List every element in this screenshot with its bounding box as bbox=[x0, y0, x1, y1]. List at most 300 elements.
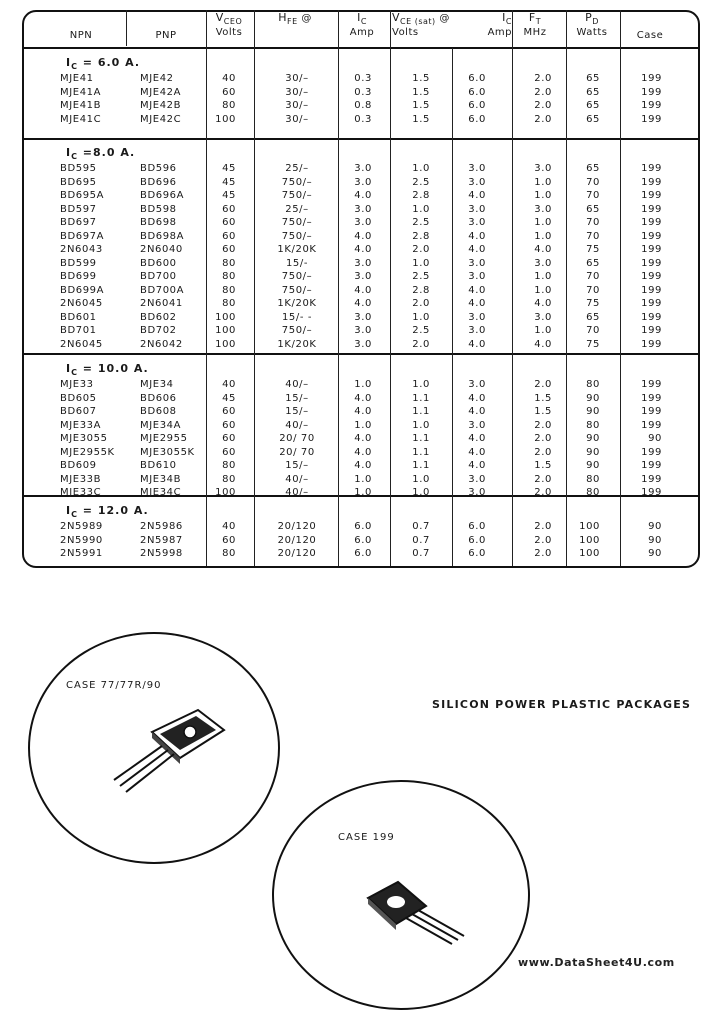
table-cell: 4.0 bbox=[468, 460, 486, 471]
table-cell: 1K/20K bbox=[277, 298, 317, 309]
table-cell: 60 bbox=[222, 406, 236, 417]
table-cell: 199 bbox=[641, 163, 662, 174]
table-cell: 80 bbox=[586, 379, 600, 390]
table-cell: 4.0 bbox=[468, 244, 486, 255]
table-cell: MJE34B bbox=[140, 473, 182, 485]
table-cell: BD700A bbox=[140, 284, 185, 296]
table-cell: 2.8 bbox=[412, 190, 430, 201]
table-cell: 1K/20K bbox=[277, 338, 317, 350]
table-cell: 60 bbox=[222, 446, 236, 458]
table-cell: 1.0 bbox=[412, 473, 430, 485]
table-cell: BD596 bbox=[140, 163, 177, 174]
group-divider-2 bbox=[22, 353, 698, 355]
table-cell: 2N6045 bbox=[60, 338, 103, 350]
table-cell: 20/ 70 bbox=[279, 433, 315, 444]
table-row bbox=[22, 176, 698, 189]
table-cell: 4.0 bbox=[354, 244, 372, 255]
table-row bbox=[22, 311, 698, 324]
table-cell: MJE42C bbox=[140, 113, 182, 125]
table-cell: 1.0 bbox=[534, 284, 552, 296]
table-cell: 4.0 bbox=[354, 460, 372, 471]
table-row bbox=[22, 216, 698, 229]
table-cell: 6.0 bbox=[468, 113, 486, 125]
table-cell: 65 bbox=[586, 86, 600, 98]
table-cell: 199 bbox=[641, 473, 662, 485]
header-pd: $P_D$ Watts bbox=[576, 11, 608, 38]
table-cell: 15/- bbox=[285, 257, 309, 269]
table-cell: 4.0 bbox=[354, 190, 372, 201]
table-cell: 2.5 bbox=[412, 217, 430, 228]
table-cell: 199 bbox=[641, 190, 662, 201]
table-cell: 1.0 bbox=[412, 257, 430, 269]
case-199-label: CASE 199 bbox=[338, 832, 395, 843]
table-cell: 2.0 bbox=[534, 487, 552, 498]
table-cell: BD605 bbox=[60, 392, 97, 404]
table-cell: MJE41C bbox=[60, 113, 102, 125]
table-cell: 6.0 bbox=[354, 521, 372, 532]
table-cell: 1.1 bbox=[412, 433, 430, 444]
table-cell: 3.0 bbox=[468, 311, 486, 323]
table-cell: 2N5998 bbox=[140, 548, 183, 559]
table-cell: 6.0 bbox=[468, 548, 486, 559]
table-cell: 1.0 bbox=[412, 487, 430, 498]
table-cell: 65 bbox=[586, 100, 600, 111]
table-row bbox=[22, 520, 698, 533]
table-cell: 60 bbox=[222, 244, 236, 255]
table-cell: 1.5 bbox=[412, 113, 430, 125]
table-cell: 199 bbox=[641, 298, 662, 309]
header-ic: $I_C$ Amp bbox=[349, 11, 375, 38]
table-cell: 2.0 bbox=[534, 521, 552, 532]
table-cell: 100 bbox=[579, 521, 600, 532]
table-cell: 0.7 bbox=[412, 534, 430, 546]
table-cell: 4.0 bbox=[354, 406, 372, 417]
table-cell: MJE33 bbox=[60, 379, 94, 390]
table-cell: 65 bbox=[586, 163, 600, 174]
case-77-label: CASE 77/77R/90 bbox=[66, 680, 162, 691]
table-cell: 2.0 bbox=[534, 433, 552, 444]
table-cell: 30/– bbox=[285, 113, 309, 125]
table-cell: BD601 bbox=[60, 311, 97, 323]
header-vceo: $V_{CEO}$ Volts bbox=[215, 11, 243, 38]
table-cell: 2.0 bbox=[534, 446, 552, 458]
table-cell: 15/– bbox=[285, 460, 309, 471]
table-cell: 2.5 bbox=[412, 176, 430, 188]
table-cell: 45 bbox=[222, 190, 236, 201]
table-row bbox=[22, 243, 698, 256]
table-cell: 1.0 bbox=[534, 325, 552, 336]
table-cell: 199 bbox=[641, 311, 662, 323]
table-cell: 0.3 bbox=[354, 86, 372, 98]
table-row bbox=[22, 405, 698, 418]
table-cell: 2.8 bbox=[412, 284, 430, 296]
table-cell: 3.0 bbox=[468, 163, 486, 174]
transistor-table bbox=[22, 10, 698, 566]
table-cell: 80 bbox=[222, 100, 236, 111]
table-cell: 1.1 bbox=[412, 460, 430, 471]
table-cell: 3.0 bbox=[354, 203, 372, 215]
group-title: $I_C =8.0$ A. bbox=[66, 146, 136, 162]
table-cell: 90 bbox=[648, 534, 662, 546]
table-cell: 4.0 bbox=[468, 392, 486, 404]
table-cell: 199 bbox=[641, 487, 662, 498]
table-cell: 199 bbox=[641, 100, 662, 111]
table-cell: 2.0 bbox=[534, 419, 552, 431]
table-cell: 4.0 bbox=[468, 446, 486, 458]
table-row bbox=[22, 270, 698, 283]
table-cell: 4.0 bbox=[468, 338, 486, 350]
table-cell: 1.5 bbox=[534, 392, 552, 404]
table-cell: 70 bbox=[586, 190, 600, 201]
table-cell: 2.0 bbox=[534, 73, 552, 84]
table-row bbox=[22, 432, 698, 445]
table-cell: 60 bbox=[222, 433, 236, 444]
table-cell: 4.0 bbox=[354, 433, 372, 444]
header-case: Case bbox=[636, 30, 664, 41]
table-cell: 80 bbox=[222, 257, 236, 269]
header-pnp: PNP bbox=[155, 30, 177, 41]
table-cell: 199 bbox=[641, 271, 662, 282]
table-cell: 70 bbox=[586, 217, 600, 228]
table-cell: 3.0 bbox=[468, 217, 486, 228]
table-cell: 1.0 bbox=[534, 271, 552, 282]
table-cell: 750/– bbox=[281, 176, 313, 188]
table-cell: 2N5989 bbox=[60, 521, 103, 532]
table-cell: 3.0 bbox=[354, 338, 372, 350]
table-cell: 199 bbox=[641, 217, 662, 228]
header-divider bbox=[22, 47, 698, 49]
table-cell: 1.5 bbox=[534, 406, 552, 417]
table-cell: MJE2955K bbox=[60, 446, 115, 458]
group-title: $I_C = 10.0$ A. bbox=[66, 362, 149, 378]
table-cell: 6.0 bbox=[468, 73, 486, 84]
table-cell: 90 bbox=[648, 521, 662, 532]
table-cell: BD702 bbox=[140, 325, 177, 336]
table-cell: 4.0 bbox=[468, 230, 486, 242]
table-cell: 70 bbox=[586, 176, 600, 188]
table-cell: 45 bbox=[222, 392, 236, 404]
table-cell: 1.0 bbox=[354, 419, 372, 431]
table-row bbox=[22, 419, 698, 432]
table-cell: 6.0 bbox=[468, 86, 486, 98]
table-cell: MJE33A bbox=[60, 419, 102, 431]
table-cell: 3.0 bbox=[468, 203, 486, 215]
table-cell: 65 bbox=[586, 257, 600, 269]
table-cell: 6.0 bbox=[468, 534, 486, 546]
table-cell: 199 bbox=[641, 73, 662, 84]
table-cell: 2.0 bbox=[534, 473, 552, 485]
table-cell: 15/– bbox=[285, 392, 309, 404]
table-cell: BD607 bbox=[60, 406, 97, 417]
table-cell: 4.0 bbox=[534, 298, 552, 309]
table-cell: 750/– bbox=[281, 230, 313, 242]
table-cell: 65 bbox=[586, 203, 600, 215]
table-cell: 45 bbox=[222, 176, 236, 188]
table-cell: 199 bbox=[641, 284, 662, 296]
table-cell: 4.0 bbox=[354, 446, 372, 458]
header-vce-sat: $V_{CE (sat)}$ @ Volts bbox=[392, 11, 450, 38]
table-cell: 4.0 bbox=[534, 338, 552, 350]
table-cell: 2.0 bbox=[412, 338, 430, 350]
table-cell: 1.0 bbox=[534, 176, 552, 188]
table-cell: 2.5 bbox=[412, 325, 430, 336]
table-cell: 80 bbox=[222, 284, 236, 296]
table-cell: BD696A bbox=[140, 190, 185, 201]
table-cell: 199 bbox=[641, 338, 662, 350]
table-cell: 3.0 bbox=[354, 325, 372, 336]
table-cell: 199 bbox=[641, 113, 662, 125]
table-cell: 2.0 bbox=[534, 113, 552, 125]
table-row bbox=[22, 392, 698, 405]
table-cell: 4.0 bbox=[354, 284, 372, 296]
table-cell: 100 bbox=[215, 113, 236, 125]
table-cell: 750/– bbox=[281, 271, 313, 282]
table-row bbox=[22, 324, 698, 337]
table-cell: 3.0 bbox=[354, 271, 372, 282]
table-cell: 199 bbox=[641, 244, 662, 255]
table-cell: BD602 bbox=[140, 311, 177, 323]
table-cell: 4.0 bbox=[468, 406, 486, 417]
table-cell: 0.7 bbox=[412, 548, 430, 559]
table-cell: 3.0 bbox=[468, 379, 486, 390]
table-cell: 2N5986 bbox=[140, 521, 183, 532]
table-cell: BD599 bbox=[60, 257, 97, 269]
table-cell: 4.0 bbox=[468, 284, 486, 296]
table-cell: 199 bbox=[641, 460, 662, 471]
table-cell: 3.0 bbox=[468, 257, 486, 269]
table-cell: 750/– bbox=[281, 284, 313, 296]
table-cell: 199 bbox=[641, 257, 662, 269]
table-cell: 2.0 bbox=[534, 379, 552, 390]
table-cell: BD697 bbox=[60, 217, 97, 228]
table-cell: 2.0 bbox=[412, 298, 430, 309]
table-cell: 40/– bbox=[285, 487, 309, 498]
table-cell: 90 bbox=[586, 460, 600, 471]
table-cell: BD698 bbox=[140, 217, 177, 228]
table-row bbox=[22, 446, 698, 459]
table-cell: 3.0 bbox=[468, 176, 486, 188]
table-cell: 25/– bbox=[285, 163, 309, 174]
table-cell: 6.0 bbox=[468, 521, 486, 532]
table-cell: MJE3055K bbox=[140, 446, 195, 458]
table-row bbox=[22, 284, 698, 297]
table-cell: 20/ 70 bbox=[279, 446, 315, 458]
table-cell: 750/– bbox=[281, 190, 313, 201]
table-cell: 90 bbox=[586, 433, 600, 444]
table-cell: MJE42B bbox=[140, 100, 182, 111]
table-cell: 4.0 bbox=[468, 298, 486, 309]
table-cell: BD598 bbox=[140, 203, 177, 215]
table-cell: 30/– bbox=[285, 100, 309, 111]
table-cell: BD610 bbox=[140, 460, 177, 471]
table-cell: 1.0 bbox=[354, 379, 372, 390]
table-cell: MJE41A bbox=[60, 86, 102, 98]
to-126-package-icon bbox=[100, 706, 230, 798]
table-cell: 2.8 bbox=[412, 230, 430, 242]
table-cell: 2N6041 bbox=[140, 298, 183, 309]
table-cell: BD609 bbox=[60, 460, 97, 471]
table-cell: BD597 bbox=[60, 203, 97, 215]
table-cell: 1.0 bbox=[412, 203, 430, 215]
table-cell: 199 bbox=[641, 446, 662, 458]
table-cell: 70 bbox=[586, 230, 600, 242]
table-cell: 1.5 bbox=[412, 100, 430, 111]
table-cell: 80 bbox=[586, 487, 600, 498]
table-cell: MJE34A bbox=[140, 419, 182, 431]
table-cell: 199 bbox=[641, 86, 662, 98]
table-cell: BD698A bbox=[140, 230, 185, 242]
table-row bbox=[22, 257, 698, 270]
table-cell: 60 bbox=[222, 217, 236, 228]
table-cell: 60 bbox=[222, 203, 236, 215]
table-cell: 40 bbox=[222, 379, 236, 390]
group-title: $I_C = 12.0$ A. bbox=[66, 504, 149, 520]
table-cell: 45 bbox=[222, 163, 236, 174]
table-row bbox=[22, 203, 698, 216]
col-sep bbox=[126, 10, 127, 46]
table-cell: 1.0 bbox=[412, 379, 430, 390]
table-cell: 0.7 bbox=[412, 521, 430, 532]
table-cell: 2N6040 bbox=[140, 244, 183, 255]
table-cell: 40/– bbox=[285, 379, 309, 390]
table-cell: 1.0 bbox=[354, 473, 372, 485]
table-cell: 6.0 bbox=[354, 548, 372, 559]
watermark-url: www.DataSheet4U.com bbox=[518, 956, 675, 969]
table-cell: 100 bbox=[215, 311, 236, 323]
table-cell: BD695A bbox=[60, 190, 105, 201]
header-hfe: $H_{FE}$ @ bbox=[278, 11, 312, 26]
table-cell: 3.0 bbox=[354, 217, 372, 228]
table-row bbox=[22, 459, 698, 472]
table-cell: 750/– bbox=[281, 217, 313, 228]
table-cell: 70 bbox=[586, 325, 600, 336]
table-cell: BD695 bbox=[60, 176, 97, 188]
table-cell: 20/120 bbox=[277, 534, 317, 546]
table-row bbox=[22, 547, 698, 560]
table-cell: 2.0 bbox=[412, 244, 430, 255]
table-row bbox=[22, 162, 698, 175]
table-cell: 80 bbox=[222, 548, 236, 559]
table-cell: 100 bbox=[579, 548, 600, 559]
table-cell: 4.0 bbox=[534, 244, 552, 255]
table-cell: 3.0 bbox=[534, 163, 552, 174]
table-cell: MJE3055 bbox=[60, 433, 108, 444]
table-cell: 80 bbox=[222, 473, 236, 485]
table-cell: BD700 bbox=[140, 271, 177, 282]
table-cell: 60 bbox=[222, 419, 236, 431]
table-row bbox=[22, 297, 698, 310]
table-cell: MJE33B bbox=[60, 473, 102, 485]
table-cell: 40 bbox=[222, 521, 236, 532]
table-cell: 199 bbox=[641, 419, 662, 431]
table-cell: 3.0 bbox=[354, 311, 372, 323]
header-ft: $F_T$ MHz bbox=[523, 11, 547, 38]
table-cell: 199 bbox=[641, 176, 662, 188]
table-cell: 1.1 bbox=[412, 406, 430, 417]
table-cell: BD699 bbox=[60, 271, 97, 282]
table-cell: 3.0 bbox=[354, 163, 372, 174]
table-cell: 4.0 bbox=[354, 298, 372, 309]
table-cell: 3.0 bbox=[468, 473, 486, 485]
table-cell: 0.8 bbox=[354, 100, 372, 111]
table-cell: 199 bbox=[641, 230, 662, 242]
table-cell: 90 bbox=[648, 548, 662, 559]
table-cell: BD595 bbox=[60, 163, 97, 174]
table-cell: 1.5 bbox=[412, 86, 430, 98]
table-cell: 4.0 bbox=[468, 433, 486, 444]
table-cell: 4.0 bbox=[354, 230, 372, 242]
table-cell: 4.0 bbox=[354, 392, 372, 404]
header-ic2: $I_C$ Amp bbox=[487, 11, 512, 38]
table-cell: 3.0 bbox=[468, 419, 486, 431]
table-cell: 1.0 bbox=[412, 419, 430, 431]
table-cell: MJE34C bbox=[140, 487, 182, 498]
table-cell: 2.0 bbox=[534, 548, 552, 559]
table-cell: 0.3 bbox=[354, 113, 372, 125]
table-cell: 40/– bbox=[285, 419, 309, 431]
table-cell: 2N6042 bbox=[140, 338, 183, 350]
table-cell: 2.0 bbox=[534, 100, 552, 111]
table-cell: 40 bbox=[222, 73, 236, 84]
table-cell: 2N6045 bbox=[60, 298, 103, 309]
table-cell: 15/- - bbox=[281, 311, 313, 323]
table-cell: 80 bbox=[586, 473, 600, 485]
table-cell: 80 bbox=[222, 298, 236, 309]
table-cell: 60 bbox=[222, 534, 236, 546]
table-cell: 6.0 bbox=[468, 100, 486, 111]
table-cell: 4.0 bbox=[468, 190, 486, 201]
table-header bbox=[22, 10, 698, 48]
header-npn: NPN bbox=[69, 30, 93, 41]
table-cell: 30/– bbox=[285, 86, 309, 98]
table-cell: 1.0 bbox=[354, 487, 372, 498]
table-cell: 65 bbox=[586, 311, 600, 323]
table-cell: 25/– bbox=[285, 203, 309, 215]
table-cell: 199 bbox=[641, 406, 662, 417]
packages-title: SILICON POWER PLASTIC PACKAGES bbox=[432, 698, 692, 711]
table-cell: 20/120 bbox=[277, 521, 317, 532]
table-cell: 90 bbox=[586, 392, 600, 404]
table-cell: 2.5 bbox=[412, 271, 430, 282]
table-cell: MJE41B bbox=[60, 100, 102, 111]
table-cell: 70 bbox=[586, 284, 600, 296]
table-row bbox=[22, 86, 698, 99]
table-cell: 1.0 bbox=[412, 163, 430, 174]
table-cell: 60 bbox=[222, 230, 236, 242]
group-title: $I_C = 6.0$ A. bbox=[66, 56, 141, 72]
table-row bbox=[22, 378, 698, 391]
table-cell: 2.0 bbox=[534, 534, 552, 546]
table-cell: 65 bbox=[586, 73, 600, 84]
table-cell: BD697A bbox=[60, 230, 105, 242]
table-cell: 80 bbox=[222, 271, 236, 282]
table-cell: 1.1 bbox=[412, 446, 430, 458]
table-cell: 100 bbox=[215, 487, 236, 498]
table-cell: 1.5 bbox=[412, 73, 430, 84]
table-cell: 1.0 bbox=[534, 190, 552, 201]
table-cell: 3.0 bbox=[468, 487, 486, 498]
table-row bbox=[22, 99, 698, 112]
table-cell: 70 bbox=[586, 271, 600, 282]
table-row bbox=[22, 230, 698, 243]
table-cell: 90 bbox=[586, 406, 600, 417]
table-row bbox=[22, 72, 698, 85]
table-cell: 60 bbox=[222, 86, 236, 98]
table-cell: 75 bbox=[586, 338, 600, 350]
table-cell: 3.0 bbox=[534, 257, 552, 269]
table-cell: 1.0 bbox=[412, 311, 430, 323]
table-cell: 2N5987 bbox=[140, 534, 183, 546]
